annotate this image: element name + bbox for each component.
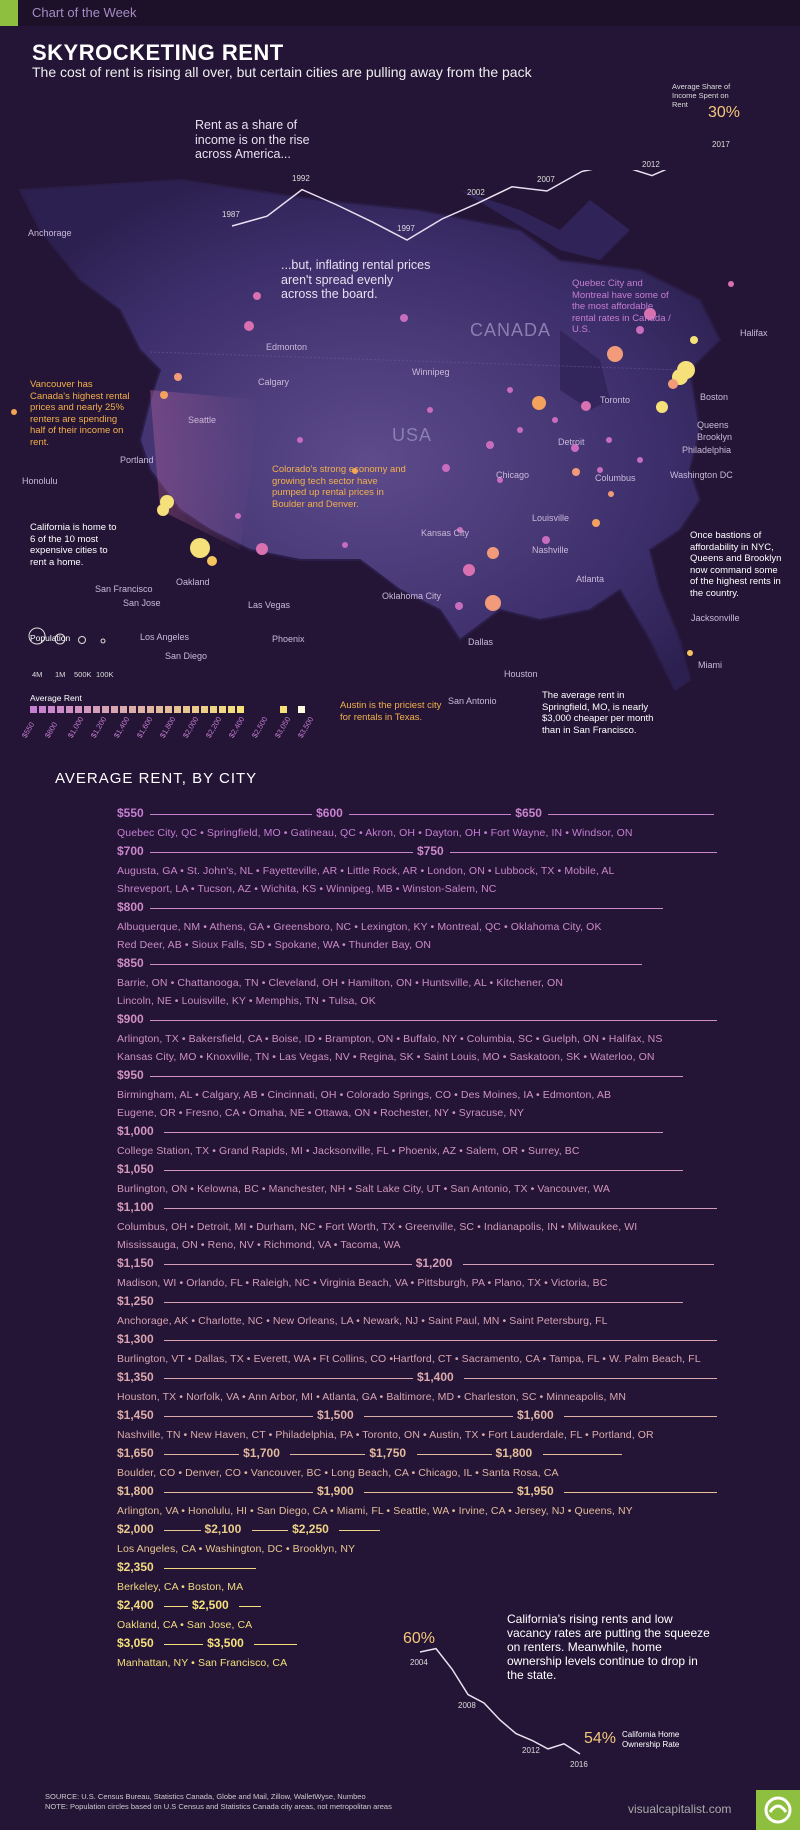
rent-scale-swatch [111, 706, 118, 713]
trend-year-label: 2017 [712, 140, 730, 149]
ca-year-label: 2004 [410, 1658, 428, 1667]
price-row [117, 1068, 737, 1086]
brand-logo-icon [756, 1790, 800, 1830]
city-marker [442, 464, 450, 472]
city-list: Barrie, ON • Chattanooga, TN • Cleveland, OH • Hamilton, ON • Huntsville, AL • Kitchener, ON [117, 977, 564, 989]
city-marker [207, 556, 217, 566]
rent-rows [117, 806, 737, 1674]
city-label-sanantonio: San Antonio [448, 696, 497, 706]
note-austin: Austin is the priciest city for rentals in Texas. [340, 700, 442, 723]
city-marker [581, 401, 591, 411]
city-marker [552, 417, 558, 423]
rent-tick-label: $2,400 [227, 715, 247, 740]
price-label: $900 [117, 1012, 144, 1026]
city-label-atlanta: Atlanta [576, 574, 605, 584]
city-label-sanfrancisco: San Francisco [95, 584, 153, 594]
price-label: $2,400 [117, 1598, 154, 1612]
brand-logo [756, 1790, 800, 1830]
rent-scale-swatch [165, 706, 172, 713]
price-connector-line [254, 1644, 297, 1645]
price-connector-line [164, 1208, 717, 1209]
city-list: Burlington, ON • Kelowna, BC • Manchester, NH • Salt Lake City, UT • San Antonio, TX • Vancouver, WA [117, 1183, 610, 1195]
rent-scale-swatch [75, 706, 82, 713]
city-marker [174, 373, 182, 381]
city-marker [297, 437, 303, 443]
trend-year-label: 1997 [397, 224, 415, 233]
average-rent-color-scale [30, 706, 305, 713]
city-label-phoenix: Phoenix [272, 634, 305, 644]
price-label: $1,150 [117, 1256, 154, 1270]
price-label: $1,700 [243, 1446, 280, 1460]
price-connector-line [150, 852, 413, 853]
city-label-chicago: Chicago [496, 470, 530, 480]
city-label-oakland: Oakland [176, 577, 210, 587]
rent-tick-label: $2,500 [250, 715, 270, 740]
rent-tick-label: $1,200 [89, 715, 109, 740]
rent-tick-label: $800 [43, 720, 60, 740]
brand-accent [0, 0, 18, 26]
city-label-honolulu: Honolulu [22, 476, 58, 486]
price-connector-line [164, 1644, 203, 1645]
city-list: Nashville, TN • New Haven, CT • Philadelphia, PA • Toronto, ON • Austin, TX • Fort Lauderdale, FL • Portland, OR [117, 1429, 654, 1441]
rent-scale-swatch [219, 706, 226, 713]
city-marker [572, 468, 580, 476]
population-legend-500k: 500K [74, 670, 92, 679]
price-connector-line [164, 1302, 683, 1303]
price-connector-line [364, 1416, 513, 1417]
city-marker [687, 650, 693, 656]
city-marker [507, 387, 513, 393]
brand-link[interactable]: visualcapitalist.com [628, 1802, 732, 1816]
rent-scale-swatch [210, 706, 217, 713]
price-label: $1,950 [517, 1484, 554, 1498]
price-label: $2,500 [192, 1598, 229, 1612]
price-label: $1,450 [117, 1408, 154, 1422]
city-list: Kansas City, MO • Knoxville, TN • Las Vegas, NV • Regina, SK • Saint Louis, MO • Saskatoon, SK • Waterloo, ON [117, 1051, 655, 1063]
city-list: Berkeley, CA • Boston, MA [117, 1581, 244, 1593]
price-label: $1,600 [517, 1408, 554, 1422]
page-title: SKYROCKETING RENT [32, 40, 284, 65]
price-label: $1,250 [117, 1294, 154, 1308]
section-title: AVERAGE RENT, BY CITY [55, 770, 258, 787]
rent-tick-label: $3,050 [273, 715, 293, 740]
note-vancouver: Vancouver has Canada's highest rental prices and nearly 25% renters are spending half of their income on rent. [30, 379, 130, 448]
price-label: $2,100 [204, 1522, 242, 1536]
price-connector-line [164, 1170, 683, 1171]
price-connector-line [417, 1454, 492, 1455]
price-label: $2,000 [117, 1522, 154, 1536]
city-list: Burlington, VT • Dallas, TX • Everett, WA • Ft Collins, CO •Hartford, CT • Sacramento, CA • Tampa, FL • W. Palm Beach, FL [117, 1353, 701, 1365]
city-label-anchorage: Anchorage [28, 228, 72, 238]
city-label-boston: Boston [700, 392, 729, 402]
price-label: $3,050 [117, 1636, 154, 1650]
city-label-dallas: Dallas [468, 637, 494, 647]
city-marker [592, 519, 600, 527]
price-label: $550 [117, 806, 144, 820]
city-marker [342, 542, 348, 548]
rent-tick-label: $1,600 [135, 715, 155, 740]
city-list: College Station, TX • Grand Rapids, MI • Jacksonville, FL • Phoenix, AZ • Salem, OR • Surrey, BC [117, 1145, 580, 1157]
rent-tick-label: $1,800 [158, 715, 178, 740]
price-row [117, 844, 737, 862]
price-row [117, 1484, 737, 1502]
city-label-oklahoma: Oklahoma City [382, 591, 442, 601]
city-marker [690, 336, 698, 344]
city-marker [463, 564, 475, 576]
price-connector-line [164, 1378, 413, 1379]
note-colorado: Colorado's strong economy and growing tech sector have pumped up rental prices in Boulder and Denver. [272, 464, 406, 510]
rent-scale-swatch [48, 706, 55, 713]
city-marker [637, 457, 643, 463]
city-list: Mississauga, ON • Reno, NV • Richmond, VA • Tacoma, WA [117, 1239, 401, 1251]
price-connector-line [164, 1416, 313, 1417]
price-row [117, 1408, 737, 1426]
note-california: California is home to 6 of the 10 most expensive cities to rent a home. [30, 522, 117, 568]
price-label: $1,050 [117, 1162, 154, 1176]
city-marker [728, 281, 734, 287]
city-marker [190, 538, 210, 558]
trend-end-label: Average Share of Income Spent on Rent [672, 82, 731, 109]
city-marker [608, 491, 614, 497]
city-label-washington: Washington DC [670, 470, 733, 480]
city-marker [656, 401, 668, 413]
city-label-toronto: Toronto [600, 395, 631, 405]
city-marker [487, 547, 499, 559]
region-label-usa: USA [392, 425, 433, 445]
price-row [117, 1200, 737, 1218]
city-list: Eugene, OR • Fresno, CA • Omaha, NE • Ottawa, ON • Rochester, NY • Syracuse, NY [117, 1107, 525, 1119]
price-row [117, 1522, 737, 1540]
rent-scale-swatch [280, 706, 287, 713]
price-row [117, 1012, 737, 1030]
city-label-losangeles: Los Angeles [140, 632, 190, 642]
price-connector-line [150, 964, 643, 965]
rent-tick-label: $1,400 [112, 715, 132, 740]
city-marker [253, 292, 261, 300]
price-row [117, 1124, 737, 1142]
price-label: $600 [316, 806, 343, 820]
city-list: Birmingham, AL • Calgary, AB • Cincinnati, OH • Colorado Springs, CO • Des Moines, IA • Edmonton, AB [117, 1089, 612, 1101]
rent-scale-swatch [138, 706, 145, 713]
city-list: Oakland, CA • San Jose, CA [117, 1619, 253, 1631]
city-marker [160, 391, 168, 399]
price-label: $1,200 [415, 1256, 453, 1270]
price-label: $1,100 [117, 1200, 154, 1214]
city-label-sandiego: San Diego [165, 651, 208, 661]
price-connector-line [164, 1454, 239, 1455]
price-row [117, 1370, 737, 1388]
price-row [117, 1162, 737, 1180]
city-list: Shreveport, LA • Tucson, AZ • Wichita, KS • Winnipeg, MB • Winston-Salem, NC [117, 883, 497, 895]
population-legend-1m: 1M [55, 670, 66, 679]
city-marker [400, 314, 408, 322]
north-america-map [0, 170, 800, 730]
city-label-edmonton: Edmonton [266, 342, 308, 352]
city-marker [256, 543, 268, 555]
rent-scale-swatch [129, 706, 136, 713]
price-label: $650 [515, 806, 542, 820]
city-label-portland: Portland [120, 455, 154, 465]
map-caption: ...but, inflating rental prices aren't spread evenly across the board. [281, 258, 431, 301]
city-marker [157, 504, 169, 516]
city-list: Manhattan, NY • San Francisco, CA [117, 1657, 288, 1669]
price-connector-line [150, 1076, 684, 1077]
price-connector-line [464, 1378, 717, 1379]
city-label-kansas: Kansas City [421, 528, 470, 538]
rent-tick-label: $1,000 [66, 715, 86, 740]
rent-scale-swatch [298, 706, 305, 713]
price-connector-line [150, 908, 663, 909]
price-label: $850 [117, 956, 144, 970]
city-list: Augusta, GA • St. John's, NL • Fayetteville, AR • Little Rock, AR • London, ON • Lubbock, TX • Mobile, AL [117, 865, 615, 877]
rent-legend-title: Average Rent [30, 693, 82, 703]
rent-scale-swatch [192, 706, 199, 713]
trend-end-value: 30% [708, 104, 741, 121]
city-marker [455, 602, 463, 610]
rent-scale-swatch [201, 706, 208, 713]
price-label: $1,800 [495, 1446, 533, 1460]
price-row [117, 1256, 737, 1274]
rent-tick-label: $2,200 [204, 715, 224, 740]
city-marker [486, 441, 494, 449]
rent-tick-label: $550 [20, 720, 37, 740]
rent-scale-swatch [84, 706, 91, 713]
rent-scale-swatch [102, 706, 109, 713]
city-label-sanjose: San Jose [123, 598, 161, 608]
footer-source: SOURCE: U.S. Census Bureau, Statistics Canada, Globe and Mail, Zillow, WalletWyse, Numbeo [45, 1792, 366, 1801]
rent-scale-swatch [57, 706, 64, 713]
price-row [117, 956, 737, 974]
city-list: Los Angeles, CA • Washington, DC • Brooklyn, NY [117, 1543, 356, 1555]
city-label-queens: Queens [697, 420, 729, 430]
price-row [117, 1332, 737, 1350]
region-label-canada: CANADA [470, 320, 552, 340]
rent-scale-swatch [39, 706, 46, 713]
footer-note: NOTE: Population circles based on U.S Census and Statistics Canada city areas, not metropolitan areas [45, 1802, 392, 1811]
rent-tick-label: $2,000 [181, 715, 201, 740]
city-label-seattle: Seattle [188, 415, 217, 425]
rent-scale-swatch [228, 706, 235, 713]
city-list: Quebec City, QC • Springfield, MO • Gatineau, QC • Akron, OH • Dayton, OH • Fort Wayne, IN • Windsor, ON [117, 827, 633, 839]
city-marker [244, 321, 254, 331]
price-connector-line [463, 1264, 715, 1265]
price-connector-line [564, 1492, 717, 1493]
note-nyc: Once bastions of affordability in NYC, Queens and Brooklyn now command some of the highest rents in the country. [690, 530, 782, 599]
city-list: Columbus, OH • Detroit, MI • Durham, NC • Fort Worth, TX • Greenville, SC • Indianapolis, IN • Milwaukee, WI [117, 1221, 638, 1233]
rent-scale-swatch [156, 706, 163, 713]
price-connector-line [164, 1568, 256, 1569]
trend-year-label: 2012 [642, 159, 660, 169]
chart-of-the-week-label: Chart of the Week [32, 5, 137, 20]
rent-scale-swatch [237, 706, 244, 713]
footer [45, 1792, 392, 1812]
population-legend-100k: 100K [96, 670, 114, 679]
city-list: Arlington, TX • Bakersfield, CA • Boise, ID • Brampton, ON • Buffalo, NY • Columbia, SC • Guelph, ON • Halifax, NS [117, 1033, 663, 1045]
city-list: Houston, TX • Norfolk, VA • Ann Arbor, MI • Atlanta, GA • Baltimore, MD • Charleston, SC • Minneapolis, MN [117, 1391, 627, 1403]
trend-year-label: 1987 [222, 210, 240, 219]
price-connector-line [164, 1530, 200, 1531]
city-list: Anchorage, AK • Charlotte, NC • New Orleans, LA • Newark, NJ • Saint Paul, MN • Saint Petersburg, FL [117, 1315, 608, 1327]
price-connector-line [239, 1606, 261, 1607]
city-label-louisville: Louisville [532, 513, 570, 523]
city-label-winnipeg: Winnipeg [412, 367, 450, 377]
price-connector-line [252, 1530, 288, 1531]
ca-year-label: 2012 [522, 1746, 540, 1756]
city-list: Lincoln, NE • Louisville, KY • Memphis, TN • Tulsa, OK [117, 995, 376, 1007]
price-connector-line [564, 1416, 717, 1417]
price-connector-line [548, 814, 714, 815]
trend-year-label: 2002 [467, 187, 485, 197]
price-connector-line [164, 1264, 412, 1265]
price-connector-line [164, 1340, 717, 1341]
price-connector-line [164, 1132, 663, 1133]
city-label-nashville: Nashville [532, 545, 569, 555]
price-label: $1,650 [117, 1446, 154, 1460]
ca-year-label: 2016 [570, 1760, 588, 1769]
city-marker [542, 536, 550, 544]
note-quebec: Quebec City and Montreal have some of the most affordable rental rates in Canada / U.S. [572, 278, 671, 335]
city-marker [668, 379, 678, 389]
price-connector-line [364, 1492, 513, 1493]
rent-tick-label: $3,500 [296, 715, 316, 740]
city-label-detroit: Detroit [558, 437, 585, 447]
price-connector-line [339, 1530, 379, 1531]
price-label: $700 [117, 844, 144, 858]
city-label-philadelphia: Philadelphia [682, 445, 732, 455]
city-label-lasvegas: Las Vegas [248, 600, 291, 610]
ca-year-label: 2008 [458, 1700, 476, 1710]
city-label-halifax: Halifax [740, 328, 768, 338]
city-marker [606, 437, 612, 443]
price-label: $2,350 [117, 1560, 154, 1574]
city-marker [427, 407, 433, 413]
price-connector-line [164, 1606, 188, 1607]
city-list: Albuquerque, NM • Athens, GA • Greensboro, NC • Lexington, KY • Montreal, QC • Oklahoma City, OK [117, 921, 602, 933]
price-connector-line [543, 1454, 622, 1455]
price-label: $1,000 [117, 1124, 154, 1138]
price-row [117, 806, 737, 824]
city-marker [532, 396, 546, 410]
price-label: $1,400 [417, 1370, 454, 1384]
price-row [117, 1560, 737, 1578]
city-marker [517, 427, 523, 433]
price-connector-line [349, 814, 511, 815]
price-connector-line [150, 1020, 717, 1021]
city-list: Arlington, VA • Honolulu, HI • San Diego, CA • Miami, FL • Seattle, WA • Irvine, CA • Jersey, NJ • Queens, NY [117, 1505, 633, 1517]
price-connector-line [290, 1454, 365, 1455]
rent-scale-swatch [183, 706, 190, 713]
rent-scale-swatch [174, 706, 181, 713]
price-label: $1,500 [317, 1408, 354, 1422]
city-marker [485, 595, 501, 611]
price-label: $1,800 [117, 1484, 154, 1498]
price-label: $1,350 [117, 1370, 154, 1384]
price-row [117, 900, 737, 918]
price-label: $750 [417, 844, 444, 858]
price-label: $2,250 [292, 1522, 329, 1536]
price-connector-line [164, 1492, 313, 1493]
price-connector-line [450, 852, 717, 853]
ca-end-label: California Home Ownership Rate [622, 1730, 680, 1749]
price-label: $3,500 [207, 1636, 244, 1650]
city-label-jacksonville: Jacksonville [691, 613, 740, 623]
price-row [117, 1294, 737, 1312]
city-label-houston: Houston [504, 669, 538, 679]
california-note: California's rising rents and low vacancy rates are putting the squeeze on renters. Meanwhile, home ownership levels continue to drop in the state. [507, 1612, 710, 1682]
city-marker [607, 346, 623, 362]
city-list: Red Deer, AB • Sioux Falls, SD • Spokane, WA • Thunder Bay, ON [117, 939, 432, 951]
rent-scale-swatch [147, 706, 154, 713]
city-label-calgary: Calgary [258, 377, 290, 387]
city-label-brooklyn: Brooklyn [697, 432, 733, 442]
top-bar [0, 0, 800, 26]
price-label: $950 [117, 1068, 144, 1082]
city-label-columbus: Columbus [595, 473, 636, 483]
price-connector-line [150, 814, 312, 815]
price-label: $1,900 [317, 1484, 354, 1498]
population-legend-4m: 4M [32, 670, 43, 679]
city-list: Boulder, CO • Denver, CO • Vancouver, BC • Long Beach, CA • Chicago, IL • Santa Rosa, CA [117, 1467, 559, 1479]
rent-scale-swatch [30, 706, 37, 713]
trend-intro: Rent as a share of income is on the rise across America... [195, 118, 310, 161]
trend-year-label: 1992 [292, 173, 310, 183]
trend-year-label: 2007 [537, 175, 555, 184]
population-legend-title: Population [30, 633, 71, 643]
city-label-miami: Miami [698, 660, 722, 670]
city-marker [235, 513, 241, 519]
note-springfield: The average rent in Springfield, MO, is nearly $3,000 cheaper per month than in San Francisco. [542, 690, 654, 736]
ca-end-value: 54% [584, 1730, 617, 1747]
page-subtitle: The cost of rent is rising all over, but certain cities are pulling away from the pack [32, 64, 532, 80]
price-label: $1,300 [117, 1332, 154, 1346]
price-label: $1,750 [369, 1446, 407, 1460]
city-marker [11, 409, 17, 415]
rent-scale-swatch [93, 706, 100, 713]
price-row [117, 1446, 737, 1464]
city-list: Madison, WI • Orlando, FL • Raleigh, NC • Virginia Beach, VA • Pittsburgh, PA • Plano, TX • Victoria, BC [117, 1277, 608, 1289]
price-label: $800 [117, 900, 144, 914]
rent-scale-swatch [66, 706, 73, 713]
ca-start-value: 60% [403, 1630, 436, 1647]
rent-scale-swatch [120, 706, 127, 713]
